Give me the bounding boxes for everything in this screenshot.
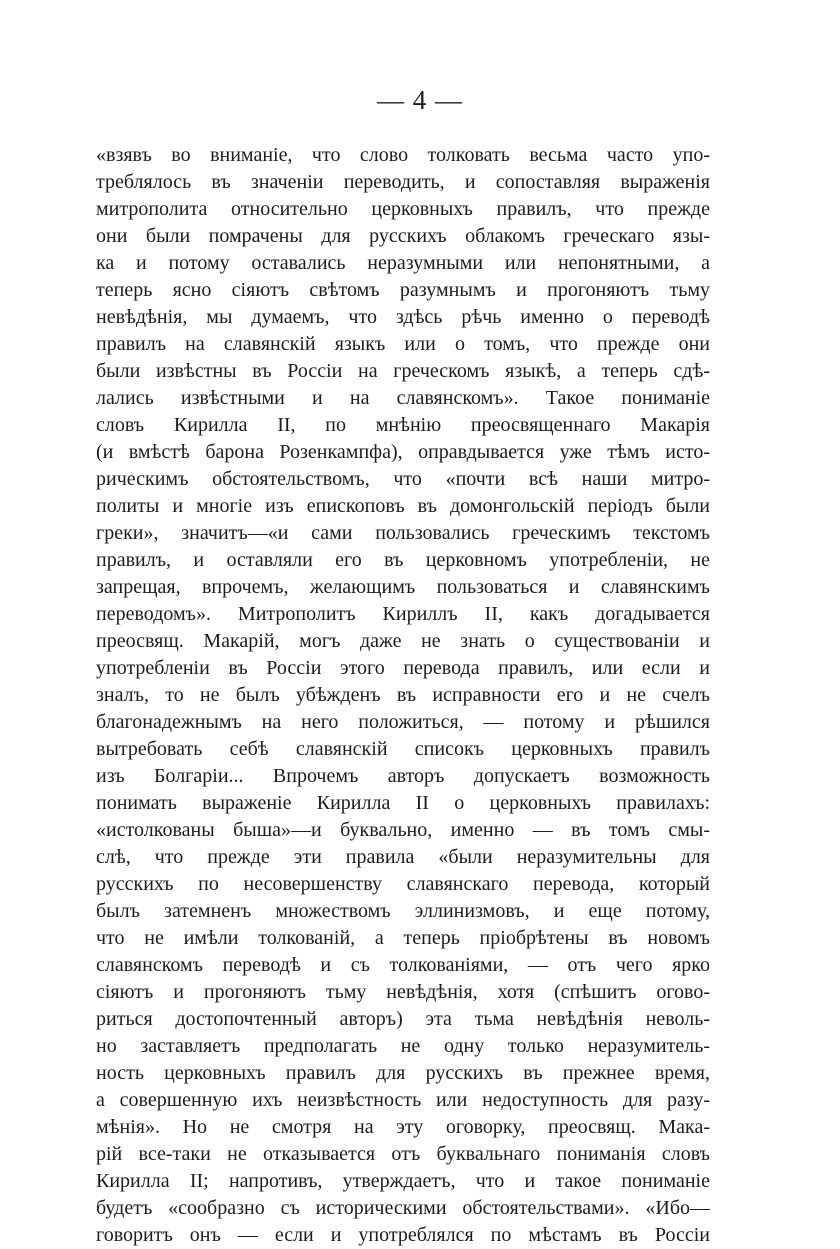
- body-text: [96, 142, 710, 1249]
- text-line: мѣнія». Но не смотря на эту оговорку, преосвящ. Мака-: [96, 1116, 710, 1138]
- text-line: (и вмѣстѣ барона Розенкампфа), оправдывается уже тѣмъ исто-: [96, 441, 710, 463]
- text-line: ность церковныхъ правилъ для русскихъ въ прежнее время,: [96, 1062, 710, 1084]
- text-line: будетъ «сообразно съ историческими обстоятельствами». «Ибо—: [96, 1197, 710, 1219]
- text-line: рій все-таки не отказывается отъ буквальнаго пониманія словъ: [96, 1143, 710, 1165]
- text-line: правилъ, и оставляли его въ церковномъ употребленіи, не: [96, 549, 710, 571]
- text-line: митрополита относительно церковныхъ правилъ, что прежде: [96, 198, 710, 220]
- text-line: невѣдѣнія, мы думаемъ, что здѣсь рѣчь именно о переводѣ: [96, 306, 710, 328]
- text-line: былъ затемненъ множествомъ эллинизмовъ, и еще потому,: [96, 900, 710, 922]
- text-line: рическимъ обстоятельствомъ, что «почти всѣ наши митро-: [96, 468, 710, 490]
- text-line: треблялось въ значеніи переводить, и сопоставляя выраженія: [96, 171, 710, 193]
- text-line: они были помрачены для русскихъ облакомъ греческаго язы-: [96, 225, 710, 247]
- text-line: «взявъ во вниманіе, что слово толковать весьма часто упо-: [96, 144, 710, 166]
- text-line: Кирилла II; напротивъ, утверждаетъ, что и такое пониманіе: [96, 1170, 710, 1192]
- text-line: греки», значитъ—«и сами пользовались греческимъ текстомъ: [96, 522, 710, 544]
- text-line: переводомъ». Митрополитъ Кириллъ II, какъ догадывается: [96, 603, 710, 625]
- text-line: но заставляетъ предполагать не одну только неразумитель-: [96, 1035, 710, 1057]
- text-line: благонадежнымъ на него положиться, — потому и рѣшился: [96, 711, 710, 733]
- text-line: употребленіи въ Россіи этого перевода правилъ, или если и: [96, 657, 710, 679]
- text-line: запрещая, впрочемъ, желающимъ пользоваться и славянскимъ: [96, 576, 710, 598]
- text-line: изъ Болгаріи... Впрочемъ авторъ допускаетъ возможность: [96, 765, 710, 787]
- text-line: риться достопочтенный авторъ) эта тьма невѣдѣнія неволь-: [96, 1008, 710, 1030]
- text-line: сіяютъ и прогоняютъ тьму невѣдѣнія, хотя (спѣшитъ огово-: [96, 981, 710, 1003]
- text-line: «истолкованы быша»—и буквально, именно — въ томъ смы-: [96, 819, 710, 841]
- text-line: зналъ, то не былъ убѣжденъ въ исправности его и не счелъ: [96, 684, 710, 706]
- text-line: были извѣстны въ Россіи на греческомъ языкѣ, а теперь сдѣ-: [96, 360, 710, 382]
- text-line: ка и потому оставались неразумными или непонятными, а: [96, 252, 710, 274]
- text-line: теперь ясно сіяютъ свѣтомъ разумнымъ и прогоняютъ тьму: [96, 279, 710, 301]
- text-line: вытребовать себѣ славянскій списокъ церковныхъ правилъ: [96, 738, 710, 760]
- text-line: говоритъ онъ — если и употреблялся по мѣстамъ въ Россіи: [96, 1224, 710, 1246]
- text-line: а совершенную ихъ неизвѣстность или недоступность для разу-: [96, 1089, 710, 1111]
- text-line: лались извѣстными и на славянскомъ». Такое пониманіе: [96, 387, 710, 409]
- text-line: преосвящ. Макарій, могъ даже не знать о существованіи и: [96, 630, 710, 652]
- text-line: слѣ, что прежде эти правила «были неразумительны для: [96, 846, 710, 868]
- text-line: правилъ на славянскій языкъ или о томъ, что прежде они: [96, 333, 710, 355]
- text-line: славянскомъ переводѣ и съ толкованіями, — отъ чего ярко: [96, 954, 710, 976]
- text-line: политы и многіе изъ епископовъ въ домонгольскій періодъ были: [96, 495, 710, 517]
- page-number: — 4 —: [377, 85, 463, 115]
- text-line: что не имѣли толкованій, а теперь пріобрѣтены въ новомъ: [96, 927, 710, 949]
- text-line: русскихъ по несовершенству славянскаго перевода, который: [96, 873, 710, 895]
- text-line: словъ Кирилла II, по мнѣнію преосвященнаго Макарія: [96, 414, 710, 436]
- text-line: понимать выраженіе Кирилла II о церковныхъ правилахъ:: [96, 792, 710, 814]
